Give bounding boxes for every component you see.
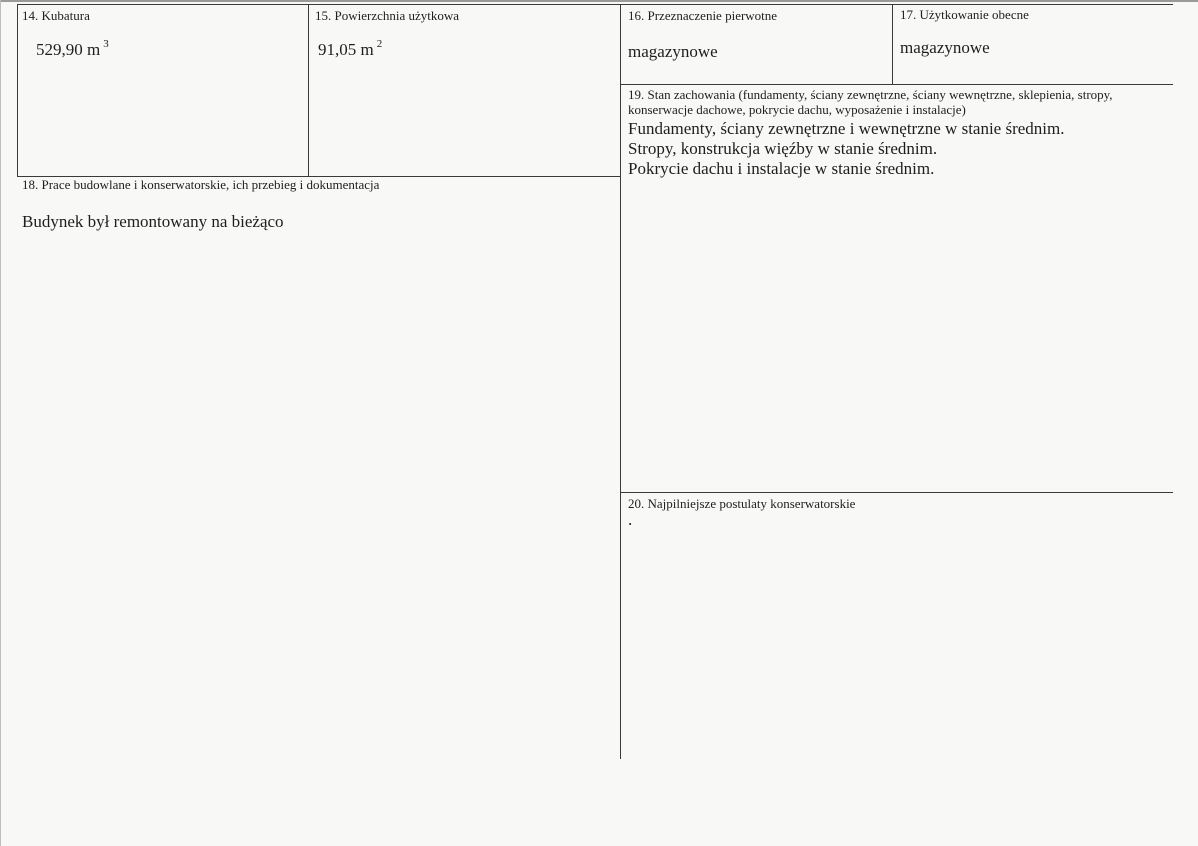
field-19-line: Pokrycie dachu i instalacje w stanie średnim. <box>628 159 935 178</box>
field-20-value: . <box>628 510 633 529</box>
field-18-label: 18. Prace budowlane i konserwatorskie, ich przebieg i dokumentacja <box>22 177 380 192</box>
divider-16-17 <box>892 4 893 84</box>
field-15-exponent: 2 <box>376 38 383 50</box>
field-17-value: magazynowe <box>900 38 990 57</box>
scan-top-edge <box>0 0 1198 2</box>
field-20-label: 20. Najpilniejsze postulaty konserwatorskie <box>628 496 856 511</box>
field-19-label: 19. Stan zachowania (fundamenty, ściany zewnętrzne, ściany wewnętrzne, sklepienia, stropy, konserwacje dachowe, pokrycie dachu, wyposażenie i instalacje) <box>628 87 1113 117</box>
field-15-number: 91,05 m <box>318 40 374 59</box>
field-19-line: Stropy, konstrukcja więźby w stanie średnim. <box>628 139 938 158</box>
divider-14-15 <box>308 4 309 176</box>
field-18-value: Budynek był remontowany na bieżąco <box>22 212 284 231</box>
field-19-line: Fundamenty, ściany zewnętrzne i wewnętrzne w stanie średnim. <box>628 119 1065 138</box>
field-15-value <box>318 40 382 62</box>
field-14-exponent: 3 <box>103 38 109 50</box>
field-19-value <box>628 119 1065 179</box>
field-14-label: 14. Kubatura <box>22 8 90 23</box>
field-14-number: 529,90 m <box>36 40 101 59</box>
center-divider <box>620 4 621 759</box>
field-16-value: magazynowe <box>628 42 718 61</box>
field-15-label: 15. Powierzchnia użytkowa <box>315 8 460 23</box>
row-divider-19 <box>620 84 1173 85</box>
scan-left-edge <box>0 0 1 846</box>
left-border <box>17 4 18 176</box>
field-14-value <box>36 40 109 62</box>
field-17-label: 17. Użytkowanie obecne <box>900 7 1029 22</box>
row-divider-20 <box>620 492 1173 493</box>
top-border <box>17 4 1173 5</box>
field-16-label: 16. Przeznaczenie pierwotne <box>628 8 778 23</box>
